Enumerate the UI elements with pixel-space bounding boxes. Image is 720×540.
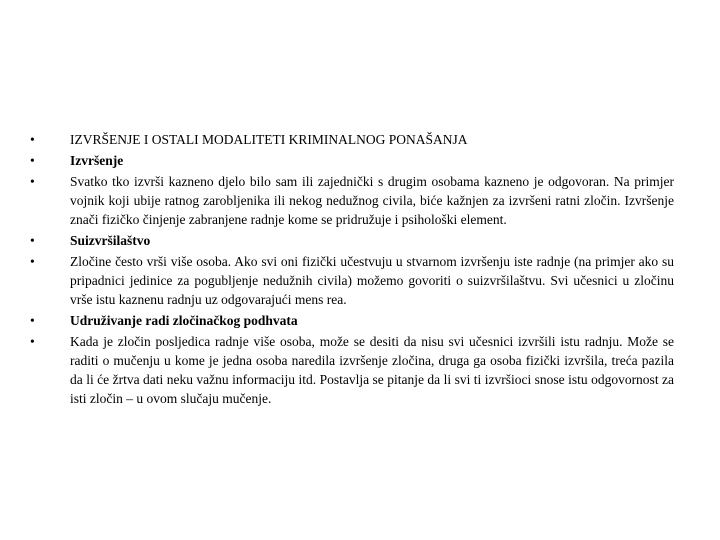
list-item bbox=[30, 231, 674, 250]
paragraph-izvrsenje: Svatko tko izvrši kazneno djelo bilo sam ili zajednički s drugim osobama kazneno je odgovoran. Na primjer vojnik koji ubije ratnog zarobljenika ili nekog nedužnog civila, biće kažnjen za izvršeni ratni zločin. Izvršenje znači fizičko činjenje zabranjene radnje kome se pridružuje i psihološki element. bbox=[70, 174, 674, 227]
paragraph-suizvrsilastvo: Zločine često vrši više osoba. Ako svi oni fizički učestvuju u stvarnom izvršenju iste radnje (na primjer ako su pripadnici jedinice za pogubljenje nedužnih civila) možemo govoriti o suizvršilaštvu. Svi učesnici u zločinu vrše istu kaznenu radnju uz odgovarajući mens rea. bbox=[70, 254, 674, 307]
bullet-icon: • bbox=[30, 254, 35, 269]
list-item bbox=[30, 332, 674, 408]
section-heading-izvrsenje: Izvršenje bbox=[70, 153, 124, 168]
heading-title: IZVRŠENJE I OSTALI MODALITETI KRIMINALNOG PONAŠANJA bbox=[70, 132, 468, 147]
list-item bbox=[30, 252, 674, 309]
section-heading-suizvrsilastvo: Suizvršilaštvo bbox=[70, 233, 151, 248]
list-item bbox=[30, 151, 674, 170]
bullet-icon: • bbox=[30, 233, 35, 248]
bullet-icon: • bbox=[30, 174, 35, 189]
list-item bbox=[30, 311, 674, 330]
bullet-icon: • bbox=[30, 132, 35, 147]
bullet-icon: • bbox=[30, 153, 35, 168]
list-item bbox=[30, 172, 674, 229]
section-heading-udruzivanje: Udruživanje radi zločinačkog podhvata bbox=[70, 313, 298, 328]
bullet-icon: • bbox=[30, 313, 35, 328]
bullet-icon: • bbox=[30, 334, 35, 349]
list-item bbox=[30, 130, 674, 149]
paragraph-udruzivanje: Kada je zločin posljedica radnje više osoba, može se desiti da nisu svi učesnici izvršili istu radnju. Može se raditi o mučenju u kome je jedna osoba naredila izvršenje zločina, druga ga osoba fizički izvršila, treća pazila da li će žrtva dati neku važnu informaciju itd. Postavlja se pitanje da li svi ti izvršioci snose istu odgovornost za isti zločin – u ovom slučaju mučenje. bbox=[70, 334, 674, 406]
bullet-list bbox=[30, 130, 674, 410]
